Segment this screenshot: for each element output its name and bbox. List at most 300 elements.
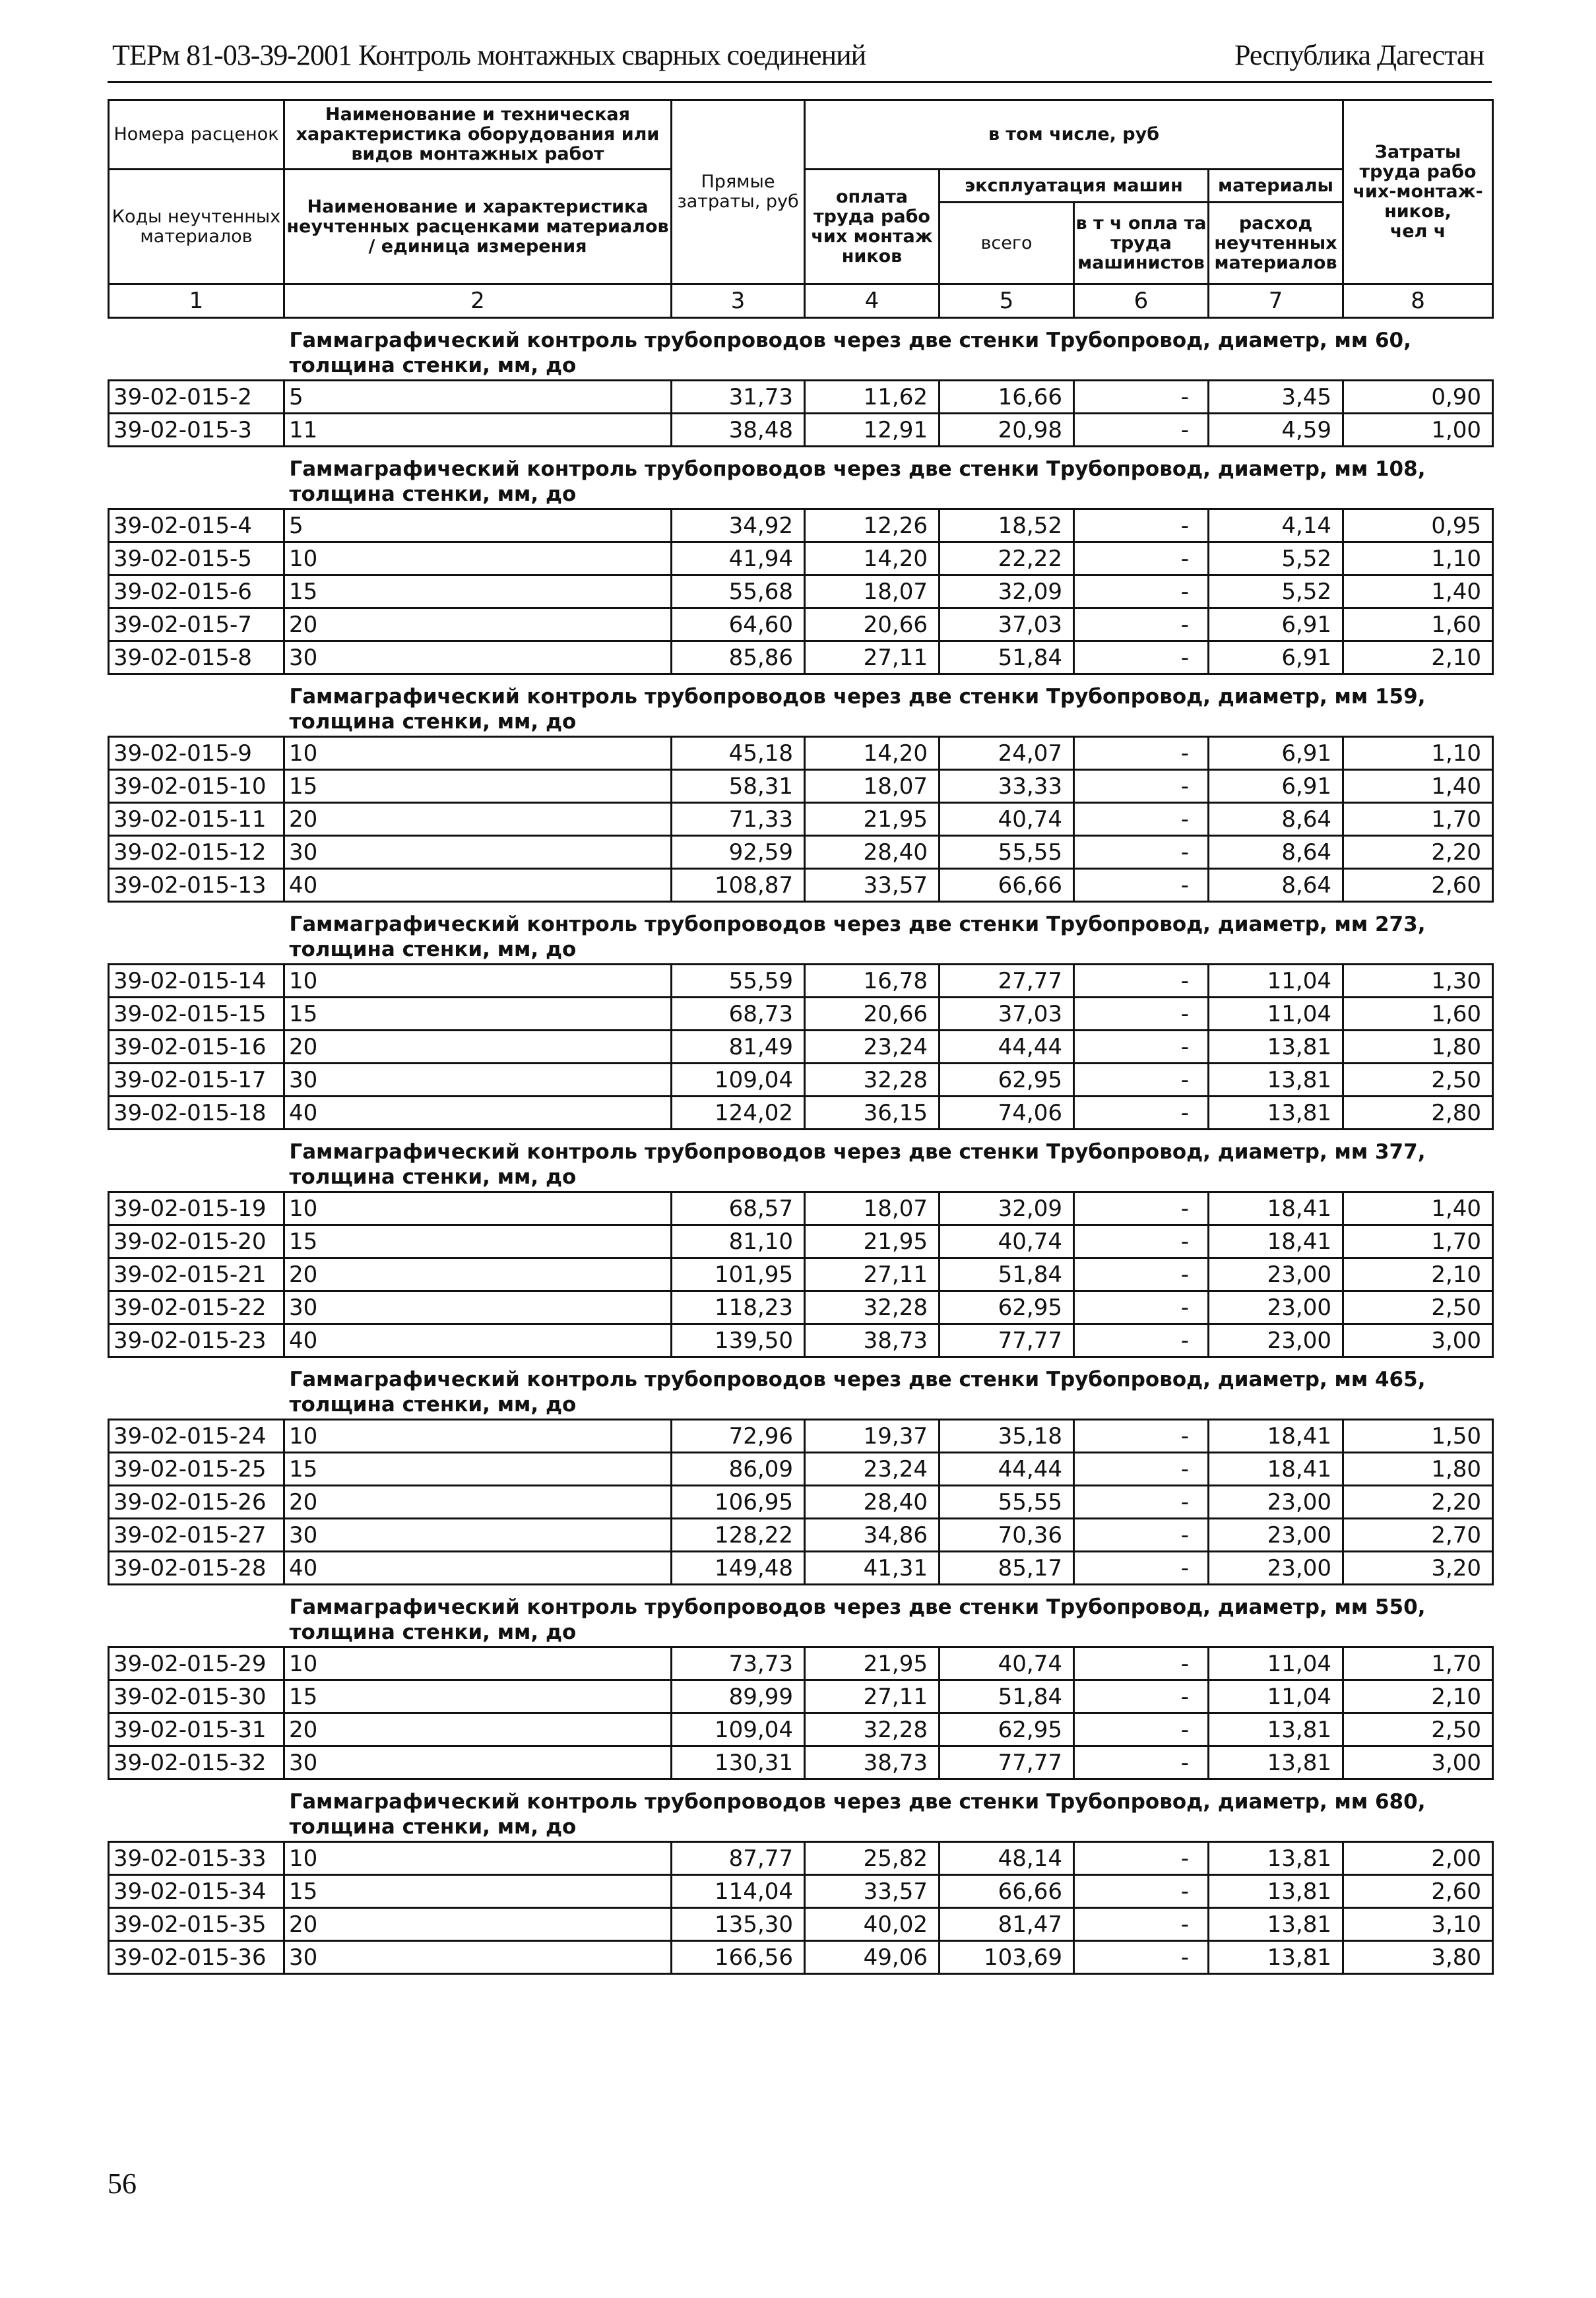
worker-pay-cell: 38,73 xyxy=(805,1324,940,1357)
wall-thickness-cell: 10 xyxy=(284,965,672,998)
rate-code-cell: 39-02-015-13 xyxy=(109,869,284,902)
direct-costs-cell: 41,94 xyxy=(672,542,805,575)
rate-code-cell: 39-02-015-11 xyxy=(109,803,284,836)
rate-code-cell: 39-02-015-3 xyxy=(109,414,284,447)
section-header-row xyxy=(109,318,1493,381)
wall-thickness-cell: 20 xyxy=(284,608,672,641)
worker-pay-cell: 21,95 xyxy=(805,1225,940,1258)
column-number: 7 xyxy=(1209,284,1343,318)
machinist-pay-cell: - xyxy=(1074,1552,1209,1585)
table-row xyxy=(109,1647,1493,1680)
wall-thickness-cell: 30 xyxy=(284,1519,672,1552)
labor-hours-cell: 2,50 xyxy=(1343,1291,1493,1324)
labor-hours-cell: 3,80 xyxy=(1343,1941,1493,1974)
machine-total-cell: 33,33 xyxy=(940,770,1074,803)
rate-code-cell: 39-02-015-15 xyxy=(109,998,284,1031)
direct-costs-cell: 81,49 xyxy=(672,1031,805,1064)
col-head-worker-pay: оплата труда рабо чих монтаж ников xyxy=(805,170,940,284)
column-number: 8 xyxy=(1343,284,1493,318)
direct-costs-cell: 68,73 xyxy=(672,998,805,1031)
section-title: Гаммаграфический контроль трубопроводов через две стенки Трубопровод, диаметр, мм 159, толщина стенки, мм, до xyxy=(109,674,1493,737)
table-row xyxy=(109,509,1493,542)
machinist-pay-cell: - xyxy=(1074,803,1209,836)
section-title: Гаммаграфический контроль трубопроводов через две стенки Трубопровод, диаметр, мм 377, толщина стенки, мм, до xyxy=(109,1130,1493,1192)
worker-pay-cell: 27,11 xyxy=(805,641,940,674)
direct-costs-cell: 128,22 xyxy=(672,1519,805,1552)
materials-cell: 23,00 xyxy=(1209,1324,1343,1357)
machine-total-cell: 40,74 xyxy=(940,1647,1074,1680)
rate-code-cell: 39-02-015-17 xyxy=(109,1064,284,1097)
materials-cell: 5,52 xyxy=(1209,542,1343,575)
machine-total-cell: 85,17 xyxy=(940,1552,1074,1585)
machinist-pay-cell: - xyxy=(1074,1941,1209,1974)
machinist-pay-cell: - xyxy=(1074,1486,1209,1519)
labor-hours-cell: 2,60 xyxy=(1343,869,1493,902)
rate-code-cell: 39-02-015-34 xyxy=(109,1875,284,1908)
direct-costs-cell: 109,04 xyxy=(672,1064,805,1097)
direct-costs-cell: 135,30 xyxy=(672,1908,805,1941)
direct-costs-cell: 71,33 xyxy=(672,803,805,836)
worker-pay-cell: 21,95 xyxy=(805,1647,940,1680)
header-document-code: ТЕРм 81-03-39-2001 Контроль монтажных сварных соединений xyxy=(112,39,866,71)
materials-cell: 4,14 xyxy=(1209,509,1343,542)
header-region: Республика Дагестан xyxy=(1234,39,1484,71)
labor-hours-cell: 1,70 xyxy=(1343,1647,1493,1680)
rate-code-cell: 39-02-015-24 xyxy=(109,1420,284,1453)
worker-pay-cell: 18,07 xyxy=(805,770,940,803)
machinist-pay-cell: - xyxy=(1074,414,1209,447)
labor-hours-cell: 1,40 xyxy=(1343,1192,1493,1225)
section-header-row xyxy=(109,1779,1493,1842)
machine-total-cell: 55,55 xyxy=(940,836,1074,869)
col-head-machine-total: всего xyxy=(940,203,1074,284)
materials-cell: 5,52 xyxy=(1209,575,1343,608)
worker-pay-cell: 21,95 xyxy=(805,803,940,836)
direct-costs-cell: 86,09 xyxy=(672,1453,805,1486)
labor-hours-cell: 1,70 xyxy=(1343,1225,1493,1258)
direct-costs-cell: 87,77 xyxy=(672,1842,805,1875)
worker-pay-cell: 32,28 xyxy=(805,1291,940,1324)
materials-cell: 13,81 xyxy=(1209,1064,1343,1097)
worker-pay-cell: 14,20 xyxy=(805,542,940,575)
worker-pay-cell: 33,57 xyxy=(805,1875,940,1908)
direct-costs-cell: 118,23 xyxy=(672,1291,805,1324)
machinist-pay-cell: - xyxy=(1074,509,1209,542)
col-head-labor-hours-text: Затраты труда рабо чих-монтаж- ников, xyxy=(1353,142,1483,222)
machinist-pay-cell: - xyxy=(1074,1713,1209,1746)
col-head-direct-costs: Прямые затраты, руб xyxy=(672,100,805,284)
wall-thickness-cell: 15 xyxy=(284,1875,672,1908)
col-head-material-usage: расход неучтенных материалов xyxy=(1209,203,1343,284)
worker-pay-cell: 32,28 xyxy=(805,1713,940,1746)
wall-thickness-cell: 30 xyxy=(284,641,672,674)
worker-pay-cell: 40,02 xyxy=(805,1908,940,1941)
wall-thickness-cell: 15 xyxy=(284,770,672,803)
worker-pay-cell: 38,73 xyxy=(805,1746,940,1779)
rate-code-cell: 39-02-015-16 xyxy=(109,1031,284,1064)
rate-code-cell: 39-02-015-29 xyxy=(109,1647,284,1680)
materials-cell: 18,41 xyxy=(1209,1453,1343,1486)
worker-pay-cell: 18,07 xyxy=(805,575,940,608)
worker-pay-cell: 12,91 xyxy=(805,414,940,447)
machine-total-cell: 37,03 xyxy=(940,608,1074,641)
col-head-rate-numbers: Номера расценок xyxy=(109,100,284,170)
wall-thickness-cell: 15 xyxy=(284,1225,672,1258)
machine-total-cell: 32,09 xyxy=(940,575,1074,608)
rate-code-cell: 39-02-015-18 xyxy=(109,1097,284,1130)
machine-total-cell: 66,66 xyxy=(940,1875,1074,1908)
table-row xyxy=(109,836,1493,869)
col-head-machine-operation: эксплуатация машин xyxy=(940,170,1209,203)
labor-hours-cell: 2,20 xyxy=(1343,1486,1493,1519)
labor-hours-cell: 3,20 xyxy=(1343,1552,1493,1585)
table-row xyxy=(109,998,1493,1031)
section-title: Гаммаграфический контроль трубопроводов через две стенки Трубопровод, диаметр, мм 680, толщина стенки, мм, до xyxy=(109,1779,1493,1842)
wall-thickness-cell: 20 xyxy=(284,1713,672,1746)
materials-cell: 13,81 xyxy=(1209,1097,1343,1130)
rate-code-cell: 39-02-015-22 xyxy=(109,1291,284,1324)
materials-cell: 23,00 xyxy=(1209,1552,1343,1585)
machine-total-cell: 32,09 xyxy=(940,1192,1074,1225)
machinist-pay-cell: - xyxy=(1074,1908,1209,1941)
direct-costs-cell: 85,86 xyxy=(672,641,805,674)
wall-thickness-cell: 15 xyxy=(284,575,672,608)
column-number: 6 xyxy=(1074,284,1209,318)
rate-code-cell: 39-02-015-20 xyxy=(109,1225,284,1258)
table-row xyxy=(109,1031,1493,1064)
machinist-pay-cell: - xyxy=(1074,1420,1209,1453)
materials-cell: 11,04 xyxy=(1209,1647,1343,1680)
worker-pay-cell: 32,28 xyxy=(805,1064,940,1097)
rate-code-cell: 39-02-015-14 xyxy=(109,965,284,998)
worker-pay-cell: 28,40 xyxy=(805,836,940,869)
table-row xyxy=(109,1291,1493,1324)
labor-hours-cell: 2,20 xyxy=(1343,836,1493,869)
wall-thickness-cell: 10 xyxy=(284,1192,672,1225)
machine-total-cell: 44,44 xyxy=(940,1031,1074,1064)
worker-pay-cell: 28,40 xyxy=(805,1486,940,1519)
labor-hours-cell: 2,10 xyxy=(1343,1258,1493,1291)
labor-hours-cell: 2,10 xyxy=(1343,641,1493,674)
table-row xyxy=(109,1941,1493,1974)
machinist-pay-cell: - xyxy=(1074,1324,1209,1357)
direct-costs-cell: 58,31 xyxy=(672,770,805,803)
labor-hours-cell: 2,60 xyxy=(1343,1875,1493,1908)
materials-cell: 23,00 xyxy=(1209,1486,1343,1519)
labor-hours-cell: 3,00 xyxy=(1343,1324,1493,1357)
machinist-pay-cell: - xyxy=(1074,1097,1209,1130)
machinist-pay-cell: - xyxy=(1074,1647,1209,1680)
machine-total-cell: 44,44 xyxy=(940,1453,1074,1486)
column-number: 4 xyxy=(805,284,940,318)
rate-code-cell: 39-02-015-19 xyxy=(109,1192,284,1225)
materials-cell: 23,00 xyxy=(1209,1258,1343,1291)
worker-pay-cell: 19,37 xyxy=(805,1420,940,1453)
worker-pay-cell: 27,11 xyxy=(805,1258,940,1291)
machinist-pay-cell: - xyxy=(1074,869,1209,902)
rate-code-cell: 39-02-015-36 xyxy=(109,1941,284,1974)
labor-hours-cell: 1,70 xyxy=(1343,803,1493,836)
wall-thickness-cell: 40 xyxy=(284,1552,672,1585)
machine-total-cell: 81,47 xyxy=(940,1908,1074,1941)
wall-thickness-cell: 11 xyxy=(284,414,672,447)
materials-cell: 8,64 xyxy=(1209,803,1343,836)
worker-pay-cell: 16,78 xyxy=(805,965,940,998)
wall-thickness-cell: 30 xyxy=(284,836,672,869)
materials-cell: 13,81 xyxy=(1209,1941,1343,1974)
table-row xyxy=(109,770,1493,803)
labor-hours-cell: 2,50 xyxy=(1343,1713,1493,1746)
rate-code-cell: 39-02-015-4 xyxy=(109,509,284,542)
materials-cell: 11,04 xyxy=(1209,998,1343,1031)
machinist-pay-cell: - xyxy=(1074,641,1209,674)
rate-code-cell: 39-02-015-5 xyxy=(109,542,284,575)
table-row xyxy=(109,1225,1493,1258)
table-row xyxy=(109,737,1493,770)
machine-total-cell: 77,77 xyxy=(940,1324,1074,1357)
labor-hours-cell: 1,80 xyxy=(1343,1031,1493,1064)
wall-thickness-cell: 20 xyxy=(284,1908,672,1941)
wall-thickness-cell: 20 xyxy=(284,1031,672,1064)
materials-cell: 13,81 xyxy=(1209,1746,1343,1779)
rate-code-cell: 39-02-015-7 xyxy=(109,608,284,641)
materials-cell: 6,91 xyxy=(1209,737,1343,770)
direct-costs-cell: 106,95 xyxy=(672,1486,805,1519)
table-row xyxy=(109,1552,1493,1585)
table-row xyxy=(109,641,1493,674)
section-header-row xyxy=(109,1357,1493,1420)
wall-thickness-cell: 20 xyxy=(284,803,672,836)
labor-hours-cell: 1,10 xyxy=(1343,737,1493,770)
direct-costs-cell: 92,59 xyxy=(672,836,805,869)
machinist-pay-cell: - xyxy=(1074,1064,1209,1097)
direct-costs-cell: 68,57 xyxy=(672,1192,805,1225)
table-header xyxy=(109,100,1493,318)
machine-total-cell: 24,07 xyxy=(940,737,1074,770)
machine-total-cell: 22,22 xyxy=(940,542,1074,575)
machinist-pay-cell: - xyxy=(1074,1258,1209,1291)
labor-hours-cell: 2,50 xyxy=(1343,1064,1493,1097)
direct-costs-cell: 73,73 xyxy=(672,1647,805,1680)
col-head-labor-hours xyxy=(1343,100,1493,284)
machinist-pay-cell: - xyxy=(1074,1746,1209,1779)
machinist-pay-cell: - xyxy=(1074,381,1209,414)
table-row xyxy=(109,381,1493,414)
column-numbers-row xyxy=(109,284,1493,318)
direct-costs-cell: 34,92 xyxy=(672,509,805,542)
rate-code-cell: 39-02-015-35 xyxy=(109,1908,284,1941)
direct-costs-cell: 38,48 xyxy=(672,414,805,447)
table-row xyxy=(109,1713,1493,1746)
direct-costs-cell: 81,10 xyxy=(672,1225,805,1258)
machinist-pay-cell: - xyxy=(1074,737,1209,770)
wall-thickness-cell: 10 xyxy=(284,1842,672,1875)
page-number: 56 xyxy=(108,2167,137,2200)
col-head-materials: материалы xyxy=(1209,170,1343,203)
table-row xyxy=(109,575,1493,608)
machine-total-cell: 48,14 xyxy=(940,1842,1074,1875)
col-head-work-name: Наименование и техническая характеристика оборудования или видов монтажных работ xyxy=(284,100,672,170)
table-row xyxy=(109,1192,1493,1225)
column-number: 3 xyxy=(672,284,805,318)
col-head-material-name: Наименование и характеристика неучтенных расценками материалов / единица измерения xyxy=(284,170,672,284)
labor-hours-cell: 1,00 xyxy=(1343,414,1493,447)
worker-pay-cell: 49,06 xyxy=(805,1941,940,1974)
table-row xyxy=(109,1875,1493,1908)
machinist-pay-cell: - xyxy=(1074,608,1209,641)
table-row xyxy=(109,1453,1493,1486)
direct-costs-cell: 124,02 xyxy=(672,1097,805,1130)
section-title: Гаммаграфический контроль трубопроводов через две стенки Трубопровод, диаметр, мм 465, толщина стенки, мм, до xyxy=(109,1357,1493,1420)
machinist-pay-cell: - xyxy=(1074,1680,1209,1713)
direct-costs-cell: 166,56 xyxy=(672,1941,805,1974)
column-number: 5 xyxy=(940,284,1074,318)
worker-pay-cell: 12,26 xyxy=(805,509,940,542)
materials-cell: 6,91 xyxy=(1209,608,1343,641)
machine-total-cell: 35,18 xyxy=(940,1420,1074,1453)
rate-code-cell: 39-02-015-33 xyxy=(109,1842,284,1875)
section-title: Гаммаграфический контроль трубопроводов через две стенки Трубопровод, диаметр, мм 60, толщина стенки, мм, до xyxy=(109,318,1493,381)
materials-cell: 18,41 xyxy=(1209,1225,1343,1258)
worker-pay-cell: 41,31 xyxy=(805,1552,940,1585)
machine-total-cell: 40,74 xyxy=(940,803,1074,836)
machinist-pay-cell: - xyxy=(1074,1291,1209,1324)
labor-hours-cell: 3,10 xyxy=(1343,1908,1493,1941)
materials-cell: 18,41 xyxy=(1209,1420,1343,1453)
rate-code-cell: 39-02-015-27 xyxy=(109,1519,284,1552)
rate-code-cell: 39-02-015-2 xyxy=(109,381,284,414)
col-head-material-codes: Коды неучтенных материалов xyxy=(109,170,284,284)
wall-thickness-cell: 10 xyxy=(284,1647,672,1680)
rate-code-cell: 39-02-015-25 xyxy=(109,1453,284,1486)
machine-total-cell: 55,55 xyxy=(940,1486,1074,1519)
machine-total-cell: 62,95 xyxy=(940,1713,1074,1746)
col-head-including: в том числе, руб xyxy=(805,100,1343,170)
table-body xyxy=(109,318,1493,1974)
table-row xyxy=(109,869,1493,902)
labor-hours-cell: 3,00 xyxy=(1343,1746,1493,1779)
section-header-row xyxy=(109,674,1493,737)
rate-code-cell: 39-02-015-32 xyxy=(109,1746,284,1779)
wall-thickness-cell: 15 xyxy=(284,1453,672,1486)
labor-hours-cell: 2,80 xyxy=(1343,1097,1493,1130)
direct-costs-cell: 55,68 xyxy=(672,575,805,608)
direct-costs-cell: 64,60 xyxy=(672,608,805,641)
direct-costs-cell: 31,73 xyxy=(672,381,805,414)
wall-thickness-cell: 5 xyxy=(284,381,672,414)
table-row xyxy=(109,1420,1493,1453)
labor-hours-cell: 1,60 xyxy=(1343,998,1493,1031)
worker-pay-cell: 14,20 xyxy=(805,737,940,770)
machine-total-cell: 62,95 xyxy=(940,1291,1074,1324)
price-table xyxy=(108,99,1494,1975)
header-rule xyxy=(108,81,1492,83)
table-row xyxy=(109,1519,1493,1552)
table-row xyxy=(109,1842,1493,1875)
labor-hours-cell: 0,95 xyxy=(1343,509,1493,542)
machine-total-cell: 27,77 xyxy=(940,965,1074,998)
labor-hours-cell: 2,00 xyxy=(1343,1842,1493,1875)
machine-total-cell: 77,77 xyxy=(940,1746,1074,1779)
worker-pay-cell: 34,86 xyxy=(805,1519,940,1552)
machine-total-cell: 66,66 xyxy=(940,869,1074,902)
machine-total-cell: 51,84 xyxy=(940,1680,1074,1713)
table-row xyxy=(109,803,1493,836)
materials-cell: 13,81 xyxy=(1209,1031,1343,1064)
direct-costs-cell: 108,87 xyxy=(672,869,805,902)
worker-pay-cell: 36,15 xyxy=(805,1097,940,1130)
wall-thickness-cell: 10 xyxy=(284,542,672,575)
worker-pay-cell: 23,24 xyxy=(805,1031,940,1064)
table-row xyxy=(109,1258,1493,1291)
worker-pay-cell: 20,66 xyxy=(805,998,940,1031)
worker-pay-cell: 23,24 xyxy=(805,1453,940,1486)
section-title: Гаммаграфический контроль трубопроводов через две стенки Трубопровод, диаметр, мм 550, толщина стенки, мм, до xyxy=(109,1585,1493,1647)
direct-costs-cell: 72,96 xyxy=(672,1420,805,1453)
wall-thickness-cell: 15 xyxy=(284,998,672,1031)
wall-thickness-cell: 10 xyxy=(284,737,672,770)
worker-pay-cell: 25,82 xyxy=(805,1842,940,1875)
materials-cell: 13,81 xyxy=(1209,1875,1343,1908)
table-row xyxy=(109,1324,1493,1357)
wall-thickness-cell: 40 xyxy=(284,1324,672,1357)
rate-code-cell: 39-02-015-28 xyxy=(109,1552,284,1585)
wall-thickness-cell: 15 xyxy=(284,1680,672,1713)
materials-cell: 4,59 xyxy=(1209,414,1343,447)
direct-costs-cell: 139,50 xyxy=(672,1324,805,1357)
table-row xyxy=(109,1097,1493,1130)
materials-cell: 6,91 xyxy=(1209,641,1343,674)
materials-cell: 18,41 xyxy=(1209,1192,1343,1225)
wall-thickness-cell: 30 xyxy=(284,1941,672,1974)
table-row xyxy=(109,1746,1493,1779)
table-row xyxy=(109,414,1493,447)
labor-hours-cell: 1,10 xyxy=(1343,542,1493,575)
direct-costs-cell: 55,59 xyxy=(672,965,805,998)
rate-code-cell: 39-02-015-9 xyxy=(109,737,284,770)
wall-thickness-cell: 30 xyxy=(284,1291,672,1324)
machine-total-cell: 74,06 xyxy=(940,1097,1074,1130)
section-header-row xyxy=(109,1130,1493,1192)
materials-cell: 8,64 xyxy=(1209,869,1343,902)
machine-total-cell: 62,95 xyxy=(940,1064,1074,1097)
wall-thickness-cell: 20 xyxy=(284,1486,672,1519)
machine-total-cell: 18,52 xyxy=(940,509,1074,542)
table-row xyxy=(109,608,1493,641)
section-header-row xyxy=(109,1585,1493,1647)
worker-pay-cell: 18,07 xyxy=(805,1192,940,1225)
machinist-pay-cell: - xyxy=(1074,1519,1209,1552)
machinist-pay-cell: - xyxy=(1074,1031,1209,1064)
machine-total-cell: 16,66 xyxy=(940,381,1074,414)
materials-cell: 11,04 xyxy=(1209,965,1343,998)
direct-costs-cell: 109,04 xyxy=(672,1713,805,1746)
materials-cell: 11,04 xyxy=(1209,1680,1343,1713)
machinist-pay-cell: - xyxy=(1074,770,1209,803)
wall-thickness-cell: 5 xyxy=(284,509,672,542)
rate-code-cell: 39-02-015-8 xyxy=(109,641,284,674)
worker-pay-cell: 27,11 xyxy=(805,1680,940,1713)
direct-costs-cell: 45,18 xyxy=(672,737,805,770)
labor-hours-cell: 0,90 xyxy=(1343,381,1493,414)
labor-hours-cell: 2,10 xyxy=(1343,1680,1493,1713)
wall-thickness-cell: 40 xyxy=(284,1097,672,1130)
rate-code-cell: 39-02-015-6 xyxy=(109,575,284,608)
machine-total-cell: 103,69 xyxy=(940,1941,1074,1974)
labor-hours-cell: 1,60 xyxy=(1343,608,1493,641)
machinist-pay-cell: - xyxy=(1074,542,1209,575)
column-number: 2 xyxy=(284,284,672,318)
